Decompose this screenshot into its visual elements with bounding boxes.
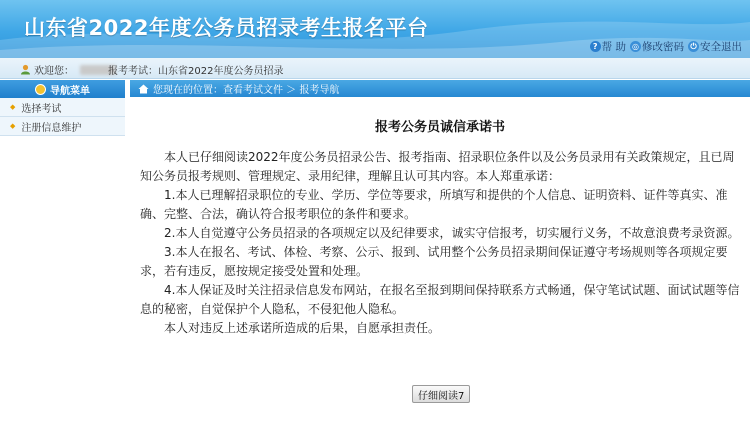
help-icon: ? [590, 41, 601, 52]
breadcrumb: 您现在的位置：查看考试文件 ＞ 报考导航 [130, 80, 750, 97]
document-paragraph: 2.本人自觉遵守公务员招录的各项规定以及纪律要求，诚实守信报考，切实履行义务，不故意浪费考录资源。 [164, 226, 740, 240]
home-icon [138, 84, 149, 94]
help-link[interactable]: ? 帮 助 [590, 39, 626, 54]
header-links [590, 39, 742, 54]
sidebar-item-select-exam[interactable]: ◆ 选择考试 [0, 98, 125, 117]
welcome-area [20, 62, 116, 77]
document-title: 报考公务员诚信承诺书 [374, 120, 505, 135]
sidebar-item-registration-info[interactable]: ◆ 注册信息维护 [0, 117, 125, 136]
change-password-link[interactable]: ◎ 修改密码 [632, 41, 684, 53]
document-body [140, 148, 742, 338]
user-icon [20, 64, 31, 75]
sidebar-heading: 导航菜单 [0, 80, 125, 98]
bullet-arrow-icon: ◆ [10, 122, 16, 130]
app-title: 山东省2022年度公务员招录考生报名平台 [24, 16, 429, 40]
logout-link[interactable]: ⏻ 安全退出 [688, 39, 742, 54]
sidebar [0, 80, 125, 439]
app-header [0, 0, 750, 58]
document-paragraph: 本人已仔细阅读2022年度公务员招录公告、报考指南、招录职位条件以及公务员录用有关政策规定，且已周知公务员报考规则、管理规定、录用纪律，理解且认可其内容。本人郑重承诺： [140, 150, 735, 183]
document-paragraph: 4.本人保证及时关注招录信息发布网站，在报名至报到期间保持联系方式畅通，保守笔试试题、面试试题等信息的秘密，自觉保护个人隐私，不侵犯他人隐私。 [140, 283, 740, 316]
exam-label: 报考考试：山东省2022年度公务员招录 [108, 66, 284, 77]
bullet-arrow-icon: ◆ [10, 103, 16, 111]
read-carefully-button[interactable]: 仔细阅读7 [412, 385, 470, 403]
document-paragraph: 本人对违反上述承诺所造成的后果，自愿承担责任。 [164, 321, 441, 335]
welcome-label: 欢迎您： [34, 66, 74, 77]
password-icon: ◎ [630, 41, 641, 52]
main-panel [130, 80, 750, 439]
user-bar [0, 58, 750, 79]
menu-dot-icon [35, 84, 46, 95]
logout-icon: ⏻ [688, 41, 699, 52]
document-paragraph: 3.本人在报名、考试、体检、考察、公示、报到、试用整个公务员招录期间保证遵守考场规则等各项规定要求，若有违反，愿按规定接受处置和处理。 [140, 245, 728, 278]
document-paragraph: 1.本人已理解招录职位的专业、学历、学位等要求，所填写和提供的个人信息、证明资料、证件等真实、准确、完整、合法，确认符合报考职位的条件和要求。 [140, 188, 728, 221]
